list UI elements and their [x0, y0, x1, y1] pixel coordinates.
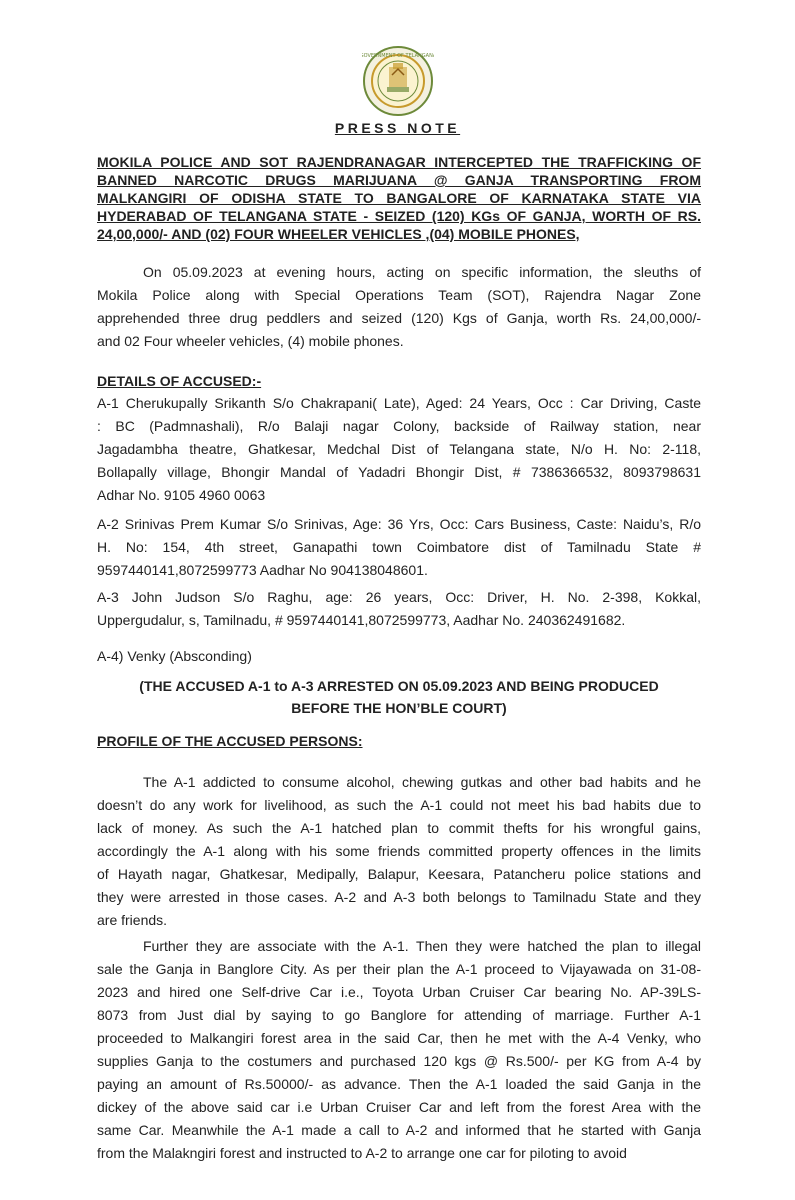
headline-line: MALKANGIRI OF ODISHA STATE TO BANGALORE OF KARNATAKA STATE VIA	[97, 190, 701, 206]
telangana-emblem-icon	[362, 45, 434, 117]
profile-paragraph-2	[97, 935, 701, 1165]
profile-line: 8073 from Just dial by saying to go Banglore for attending of marriage. Further A-1	[97, 1007, 701, 1023]
profile-line: are friends.	[97, 912, 168, 928]
intro-line: and 02 Four wheeler vehicles, (4) mobile phones.	[97, 333, 404, 349]
accused-2-line: A-2 Srinivas Prem Kumar S/o Srinivas, Age: 36 Yrs, Occ: Cars Business, Caste: Naidu’s, R/o	[97, 516, 701, 532]
accused-1-line: : BC (Padmnashali), R/o Balaji nagar Colony, backside of Railway station, near	[97, 418, 701, 434]
accused-1-line: Adhar No. 9105 4960 0063	[97, 487, 266, 503]
accused-1-line: Jagadambha theatre, Ghatkesar, Medchal Dist of Telangana state, N/o H. No: 2-118,	[97, 441, 701, 457]
profile-paragraph-1	[97, 771, 701, 932]
profile-line: dickey of the above said car i.e Urban Cruiser Car and left from the forest Area with the	[97, 1099, 701, 1115]
accused-4-line: A-4) Venky (Absconding)	[97, 648, 252, 664]
details-heading: DETAILS OF ACCUSED:-	[97, 373, 262, 389]
profile-line: supplies Ganja to the costumers and purchased 120 kgs @ Rs.500/- per KG from A-4 by	[97, 1053, 701, 1069]
profile-line: 2023 and hired one Self-drive Car i.e., Toyota Urban Cruiser Car bearing No. AP-39LS-	[97, 984, 701, 1000]
headline-line: BANNED NARCOTIC DRUGS MARIJUANA @ GANJA TRANSPORTING FROM	[97, 172, 701, 188]
accused-2-line: H. No: 154, 4th street, Ganapathi town Coimbatore dist of Tamilnadu State #	[97, 539, 701, 555]
page-title: PRESS NOTE	[334, 120, 461, 136]
arrest-notice-line: (THE ACCUSED A-1 to A-3 ARRESTED ON 05.09.2023 AND BEING PRODUCED	[139, 678, 659, 694]
arrest-notice	[97, 675, 701, 719]
profile-line: Further they are associate with the A-1. Then they were hatched the plan to illegal	[143, 938, 701, 954]
accused-3-line: Uppergudalur, s, Tamilnadu, # 9597440141,8072599773, Aadhar No. 240362491682.	[97, 612, 626, 628]
headline-line: 24,00,000/- AND (02) FOUR WHEELER VEHICLES ,(04) MOBILE PHONES,	[97, 226, 580, 242]
accused-1-details	[97, 392, 701, 507]
profile-line: proceeded to Malkangiri forest area in the said Car, then he met with the A-4 Venky, who	[97, 1030, 701, 1046]
intro-line: On 05.09.2023 at evening hours, acting on specific information, the sleuths of	[143, 264, 701, 280]
profile-line: from the Malakngiri forest and instructed to A-2 to arrange one car for piloting to avoid	[97, 1145, 627, 1161]
accused-2-line: 9597440141,8072599773 Aadhar No 904138048601.	[97, 562, 428, 578]
intro-paragraph	[97, 261, 701, 353]
accused-4-details	[97, 645, 701, 668]
accused-3-details	[97, 586, 701, 632]
accused-1-line: A-1 Cherukupally Srikanth S/o Chakrapani( Late), Aged: 24 Years, Occ : Car Driving, Caste	[97, 395, 701, 411]
profile-line: same Car. Meanwhile the A-1 made a call to A-2 and informed that he started with Ganja	[97, 1122, 701, 1138]
profile-line: sale the Ganja in Banglore City. As per their plan the A-1 proceed to Vijayawada on 31-08-	[97, 961, 701, 977]
headline	[97, 153, 701, 243]
profile-line: accordingly the A-1 along with his some friends committed property offences in the limits	[97, 843, 701, 859]
emblem-ring-text: GOVERNMENT OF TELANGANA	[362, 53, 434, 59]
accused-3-line: A-3 John Judson S/o Raghu, age: 26 years, Occ: Driver, H. No. 2-398, Kokkal,	[97, 589, 701, 605]
profile-heading: PROFILE OF THE ACCUSED PERSONS:	[97, 733, 363, 749]
accused-2-details	[97, 513, 701, 582]
headline-line: HYDERABAD OF TELANGANA STATE - SEIZED (120) KGs OF GANJA, WORTH OF RS.	[97, 208, 701, 224]
profile-line: paying an amount of Rs.50000/- as advance. Then the A-1 loaded the said Ganja in the	[97, 1076, 701, 1092]
profile-line: doesn’t do any work for livelihood, as such the A-1 could not meet his bad habits due to	[97, 797, 701, 813]
profile-line: of Hayath nagar, Ghatkesar, Medipally, Balapur, Keesara, Patancheru police stations and	[97, 866, 701, 882]
profile-line: lack of money. As such the A-1 hatched plan to commit thefts for his wrongful gains,	[97, 820, 701, 836]
intro-line: Mokila Police along with Special Operations Team (SOT), Rajendra Nagar Zone	[97, 287, 701, 303]
intro-line: apprehended three drug peddlers and seized (120) Kgs of Ganja, worth Rs. 24,00,000/-	[97, 310, 701, 326]
arrest-notice-line: BEFORE THE HON’BLE COURT)	[291, 700, 507, 716]
profile-line: The A-1 addicted to consume alcohol, chewing gutkas and other bad habits and he	[143, 774, 701, 790]
headline-line: MOKILA POLICE AND SOT RAJENDRANAGAR INTERCEPTED THE TRAFFICKING OF	[97, 154, 701, 170]
accused-1-line: Bollapally village, Bhongir Mandal of Yadadri Bhongir Dist, # 7386366532, 8093798631	[97, 464, 701, 480]
profile-line: they were arrested in those cases. A-2 and A-3 both belongs to Tamilnadu State and they	[97, 889, 701, 905]
